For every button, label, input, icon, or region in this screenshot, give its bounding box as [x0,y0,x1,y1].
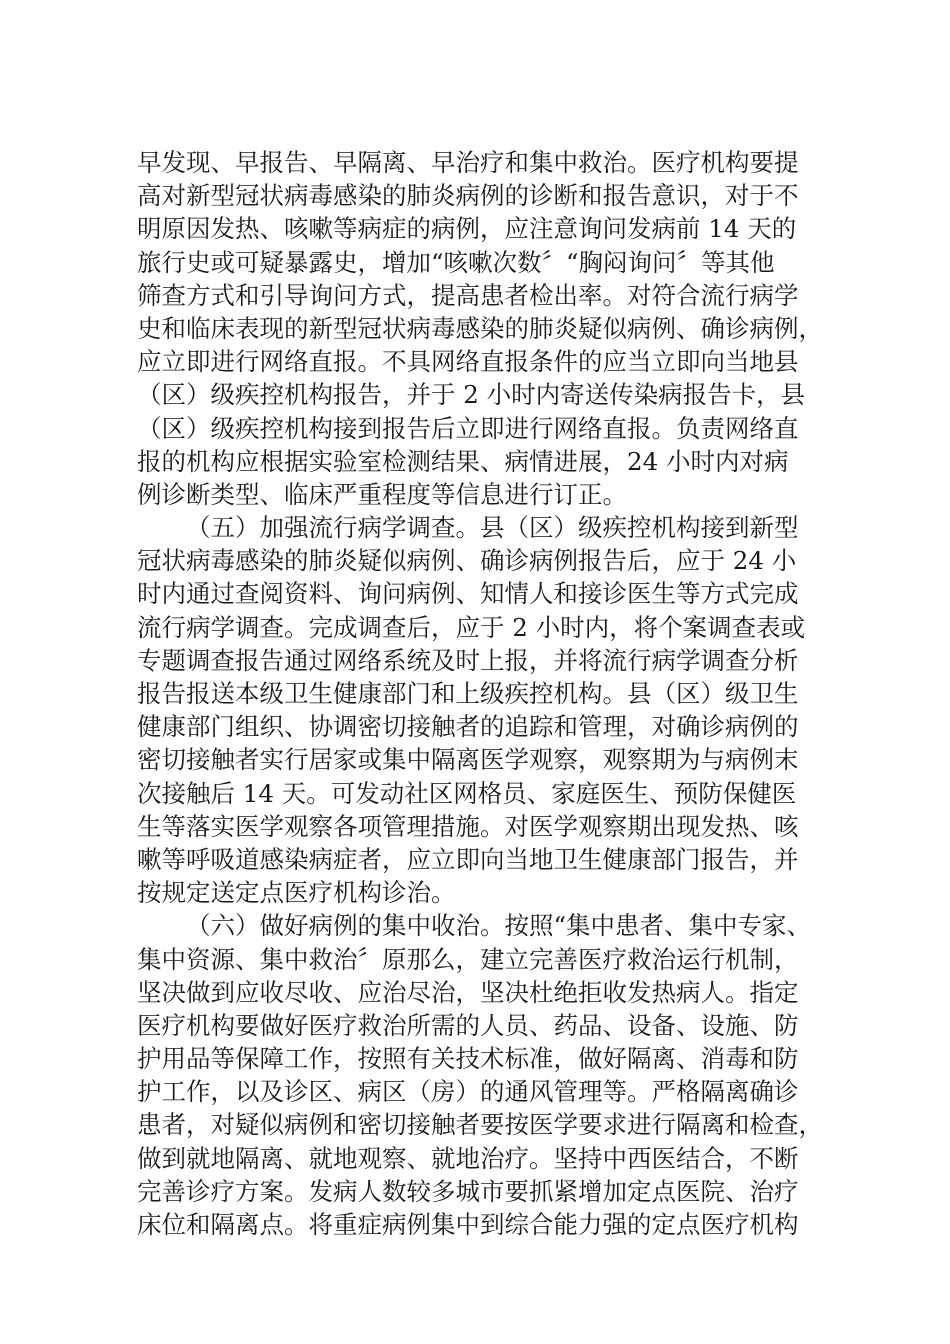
text-line: 筛查方式和引导询问方式，提高患者检出率。对符合流行病学 [137,280,799,310]
text-line: 史和临床表现的新型冠状病毒感染的肺炎疑似病例、确诊病例， [137,313,823,343]
text-line: 流行病学调查。完成调查后，应于 2 小时内，将个案调查表或 [137,612,806,642]
text-line: 报的机构应根据实验室检测结果、病情进展，24 小时内对病 [137,446,789,476]
text-line: （六）做好病例的集中收治。按照“集中患者、集中专家、 [186,911,812,941]
text-line: （区）级疾控机构接到报告后立即进行网络直报。负责网络直 [137,413,799,443]
text-line: 坚决做到应收尽收、应治尽治，坚决杜绝拒收发热病人。指定 [137,977,799,1007]
text-line: 集中资源、集中救治〞原那么，建立完善医疗救治运行机制， [137,944,799,974]
text-line: 护工作，以及诊区、病区（房）的通风管理等。严格隔离确诊 [137,1077,799,1107]
text-line: 按规定送定点医疗机构诊治。 [137,878,456,908]
text-line: 生等落实医学观察各项管理措施。对医学观察期出现发热、咳 [137,811,799,841]
paragraph [137,146,837,511]
text-line: 医疗机构要做好医疗救治所需的人员、药品、设备、设施、防 [137,1010,799,1040]
text-line: 时内通过查阅资料、询问病例、知情人和接诊医生等方式完成 [137,579,799,609]
text-line: 冠状病毒感染的肺炎疑似病例、确诊病例报告后，应于 24 小 [137,546,797,576]
text-line: 旅行史或可疑暴露史，增加“咳嗽次数〞“胸闷询问〞等其他 [137,247,775,277]
paragraph [137,909,837,1241]
text-line: 高对新型冠状病毒感染的肺炎病例的诊断和报告意识，对于不 [137,181,799,211]
text-line: 应立即进行网络直报。不具网络直报条件的应当立即向当地县 [137,347,799,377]
text-line: 早发现、早报告、早隔离、早治疗和集中救治。医疗机构要提 [137,148,799,177]
text-line: 护用品等保障工作，按照有关技术标准，做好隔离、消毒和防 [137,1044,799,1074]
text-line: 专题调查报告通过网络系统及时上报，并将流行病学调查分析 [137,645,799,675]
text-line: 报告报送本级卫生健康部门和上级疾控机构。县（区）级卫生 [137,679,799,708]
text-line: 次接触后 14 天。可发动社区网格员、家庭医生、预防保健医 [137,778,797,808]
paragraph [137,511,837,909]
document-body [137,146,837,1241]
text-line: 例诊断类型、临床严重程度等信息进行订正。 [137,479,627,509]
text-line: 密切接触者实行居家或集中隔离医学观察，观察期为与病例末 [137,745,799,775]
text-line: （区）级疾控机构报告，并于 2 小时内寄送传染病报告卡，县 [137,380,806,410]
text-line: 床位和隔离点。将重症病例集中到综合能力强的定点医疗机构 [137,1210,799,1239]
text-line: 嗽等呼吸道感染病症者，应立即向当地卫生健康部门报告，并 [137,844,799,874]
text-line: （五）加强流行病学调查。县（区）级疾控机构接到新型 [186,513,799,543]
text-line: 患者，对疑似病例和密切接触者要按医学要求进行隔离和检查， [137,1110,823,1140]
text-line: 完善诊疗方案。发病人数较多城市要抓紧增加定点医院、治疗 [137,1176,799,1206]
text-line: 明原因发热、咳嗽等病症的病例，应注意询问发病前 14 天的 [137,214,797,244]
text-line: 健康部门组织、协调密切接触者的追踪和管理，对确诊病例的 [137,712,799,742]
text-line: 做到就地隔离、就地观察、就地治疗。坚持中西医结合，不断 [137,1143,799,1173]
